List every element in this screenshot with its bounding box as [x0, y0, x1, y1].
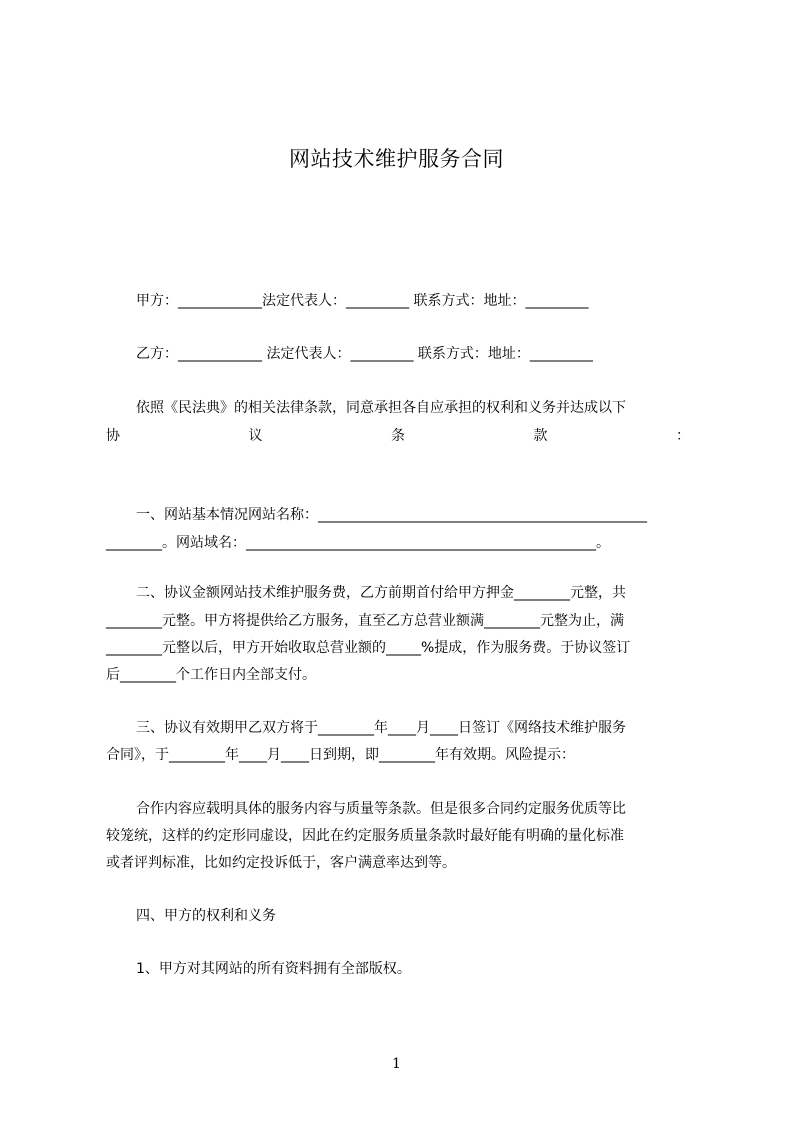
intro-line-1: 依照《民法典》的相关法律条款，同意承担各自应承担的权利和义务并达成以下	[136, 400, 626, 416]
section-2-line-3: ________元整以后，甲方开始收取总营业额的_____%提成，作为服务费。于协议签订	[106, 640, 631, 656]
intro-line-2	[106, 426, 690, 446]
intro-char: 款	[533, 428, 548, 444]
intro-char: ：	[676, 428, 690, 444]
intro-char: 议	[248, 428, 263, 444]
section-1-line-2: ________。网站域名：__________________________________________________。	[106, 535, 610, 551]
section-2-line-1: 二、协议金额网站技术维护服务费，乙方前期首付给甲方押金________元整，共	[136, 585, 626, 601]
page-title: 网站技术维护服务合同	[289, 147, 504, 171]
party-a-line: 甲方：____________法定代表人：_________ 联系方式：地址：_________	[136, 293, 589, 309]
section-2-line-2: ________元整。甲方将提供给乙方服务，直至乙方总营业额满________元整为止，满	[106, 613, 624, 629]
intro-char: 条	[391, 428, 405, 444]
risk-note-line-2: 较笼统，这样的约定形同虚设，因此在约定服务质量条款时最好能有明确的量化标准	[106, 828, 624, 844]
risk-note-line-3: 或者评判标准，比如约定投诉低于，客户满意率达到等。	[106, 855, 456, 871]
party-b-line: 乙方：____________ 法定代表人：_________ 联系方式：地址：_________	[136, 346, 593, 362]
section-3-line-2: 合同》，于________年____月____日到期，即________年有效期。风险提示：	[106, 747, 575, 763]
section-3-line-1: 三、协议有效期甲乙双方将于________年____月____日签订《网络技术维护服务	[136, 720, 626, 736]
section-4-item-1: 1、甲方对其网站的所有资料拥有全部版权。	[136, 961, 411, 977]
risk-note-line-1: 合作内容应载明具体的服务内容与质量等条款。但是很多合同约定服务优质等比	[136, 801, 626, 817]
page-number: 1	[392, 1056, 401, 1072]
section-2-line-4: 后________个工作日内全部支付。	[106, 667, 316, 683]
section-4-heading: 四、甲方的权利和义务	[136, 908, 276, 924]
section-1-line-1: 一、网站基本情况网站名称：_______________________________________________	[136, 507, 647, 523]
intro-char: 协	[106, 428, 120, 444]
